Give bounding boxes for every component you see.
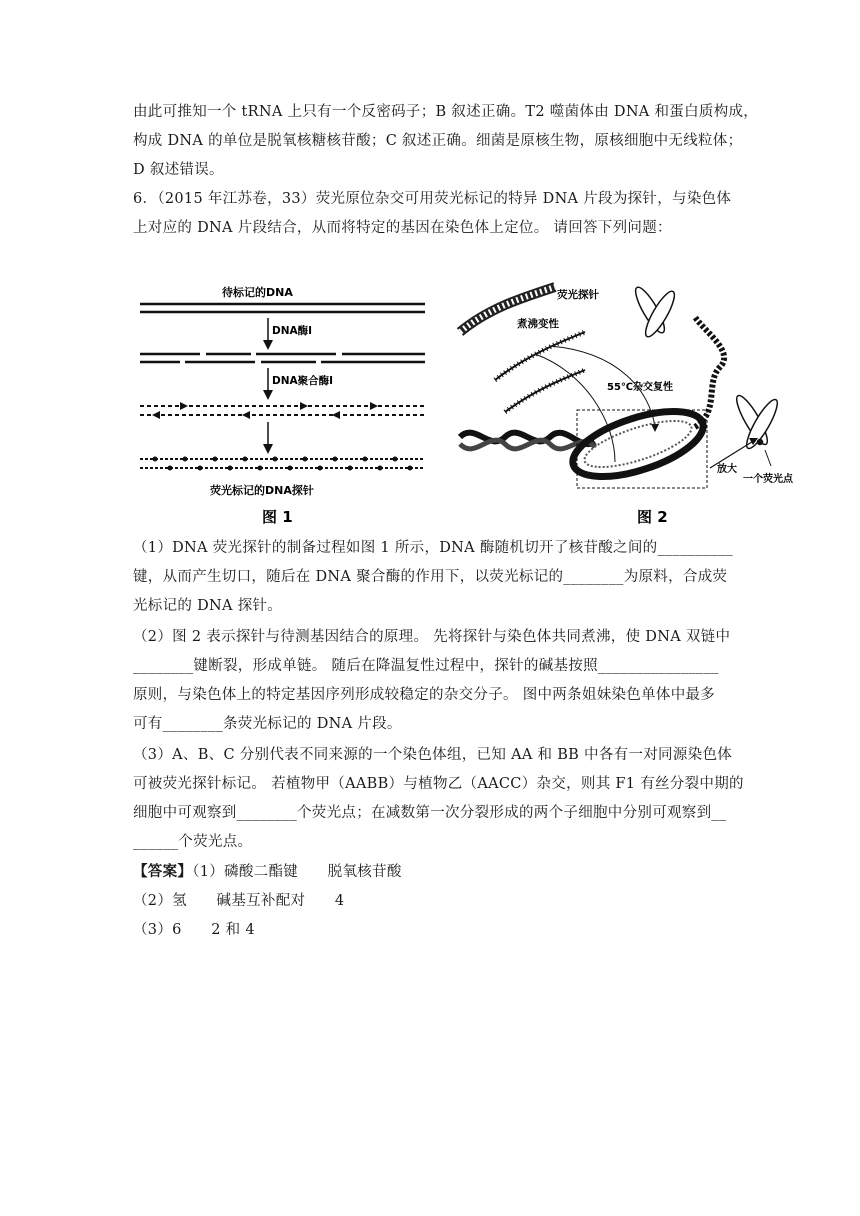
q1-line-1: （1）DNA 荧光探针的制备过程如图 1 所示，DNA 酶随机切开了核苷酸之间的__________ xyxy=(133,540,733,556)
figure-1-diagram xyxy=(140,282,430,527)
answer-heading: 【答案】 xyxy=(133,863,193,880)
answer-2: （2）氢 碱基互补配对 4 xyxy=(133,893,345,909)
fig1-top-label: 待标记的DNA xyxy=(222,286,293,299)
q3-line-2: 可被荧光探针标记。 若植物甲（AABB）与植物乙（AACC）杂交，则其 F1 有丝分裂中期的 xyxy=(133,776,744,792)
fig2-probe-label: 荧光探针 xyxy=(557,289,599,301)
fig1-step2-label: DNA聚合酶Ⅰ xyxy=(272,375,334,387)
q2-line-4: 可有________条荧光标记的 DNA 片段。 xyxy=(133,716,402,732)
text-line-1: 由此可推知一个 tRNA 上只有一个反密码子；B 叙述正确。T2 噬菌体由 DNA 和蛋白质构成， xyxy=(133,104,759,120)
q2-line-2: ________键断裂，形成单链。 随后在降温复性过程中，探针的碱基按照________________ xyxy=(133,658,719,674)
fig2-enlarge-label: 放大 xyxy=(717,464,737,475)
question-6-line-1: 6．（2015 年江苏卷，33）荧光原位杂交可用荧光标记的特异 DNA 片段为探针，与染色体 xyxy=(133,191,732,207)
q3-line-4: ______个荧光点。 xyxy=(133,834,253,850)
q1-line-3: 光标记的 DNA 探针。 xyxy=(133,598,283,614)
figure-2 xyxy=(455,272,820,530)
fig2-spot-label: 一个荧光点 xyxy=(743,474,793,485)
q3-line-1: （3）A、B、C 分别代表不同来源的一个染色体组，已知 AA 和 BB 中各有一对同源染色体 xyxy=(133,747,733,763)
q1-line-2: 键，从而产生切口，随后在 DNA 聚合酶的作用下，以荧光标记的________为原料，合成荧 xyxy=(133,569,728,585)
fig2-boil-label: 煮沸变性 xyxy=(517,318,559,330)
q3-line-3: 细胞中可观察到________个荧光点；在减数第一次分裂形成的两个子细胞中分别可观察到__ xyxy=(133,805,727,821)
answer-1: （1）磷酸二酯键 脱氧核苷酸 xyxy=(192,864,402,880)
q2-line-1: （2）图 2 表示探针与待测基因结合的原理。 先将探针与染色体共同煮沸，使 DNA 双链中 xyxy=(133,629,731,645)
fig1-bottom-label: 荧光标记的DNA探针 xyxy=(210,484,314,497)
fig2-caption: 图 2 xyxy=(637,508,668,526)
answer-line-1 xyxy=(133,862,402,882)
fig1-caption: 图 1 xyxy=(262,508,293,526)
text-line-2: 构成 DNA 的单位是脱氧核糖核苷酸；C 叙述正确。细菌是原核生物，原核细胞中无线粒体； xyxy=(133,133,743,149)
question-6-line-2: 上对应的 DNA 片段结合，从而将特定的基因在染色体上定位。 请回答下列问题： xyxy=(133,220,672,236)
q2-line-3: 原则，与染色体上的特定基因序列形成较稳定的杂交分子。 图中两条姐妹染色单体中最多 xyxy=(133,687,716,703)
figure-2-diagram xyxy=(455,272,820,530)
text-line-3: D 叙述错误。 xyxy=(133,162,224,178)
chromosome-icon xyxy=(631,284,679,340)
fig2-anneal-label: 55℃杂交复性 xyxy=(607,382,674,393)
fig1-step1-label: DNA酶Ⅰ xyxy=(272,325,313,337)
figure-1 xyxy=(140,282,430,527)
labeled-chromosome-icon xyxy=(732,392,782,451)
answer-3: （3）6 2 和 4 xyxy=(133,922,255,938)
